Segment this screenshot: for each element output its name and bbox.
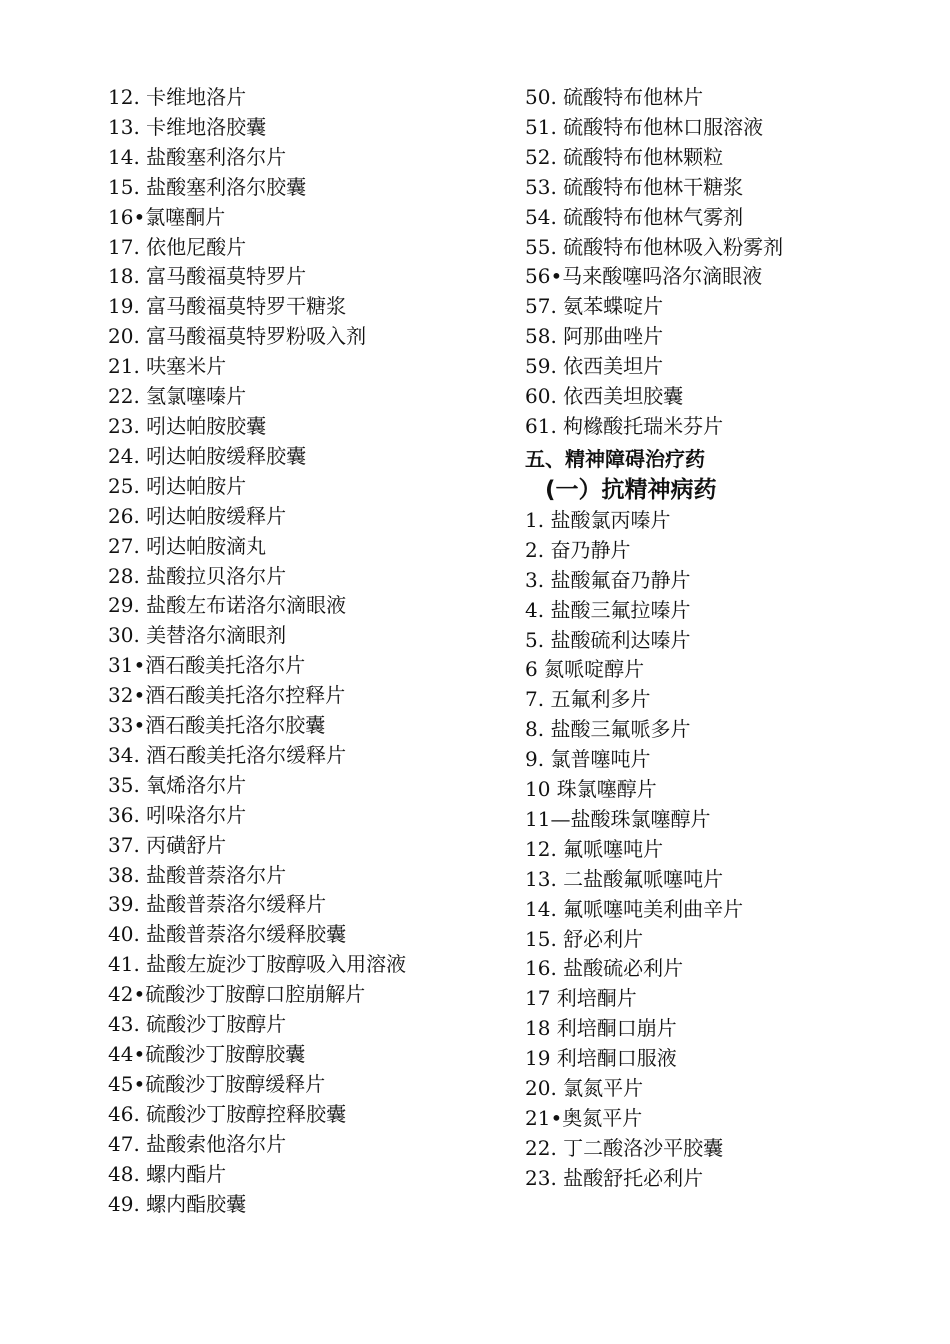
list-item: 41. 盐酸左旋沙丁胺醇吸入用溶液 — [108, 952, 407, 977]
list-item: 25. 吲达帕胺片 — [108, 473, 247, 498]
list-item: 43. 硫酸沙丁胺醇片 — [108, 1012, 287, 1037]
list-item: 48. 螺内酯片 — [108, 1161, 227, 1186]
list-item: 2. 奋乃静片 — [525, 537, 631, 562]
list-item: 27. 吲达帕胺滴丸 — [108, 533, 267, 558]
list-item: 20. 富马酸福莫特罗粉吸入剂 — [108, 324, 367, 349]
list-item: 30. 美替洛尔滴眼剂 — [108, 623, 287, 648]
list-item: 18. 富马酸福莫特罗片 — [108, 264, 307, 289]
list-item: 6 氮哌啶醇片 — [525, 657, 645, 682]
list-item: 14. 盐酸塞利洛尔片 — [108, 144, 287, 169]
left-column — [108, 83, 438, 1219]
list-item: 33•酒石酸美托洛尔胶囊 — [108, 713, 326, 738]
list-item: 50. 硫酸特布他林片 — [525, 85, 704, 109]
list-item: 5. 盐酸硫利达嗪片 — [525, 627, 691, 652]
right-column — [525, 83, 925, 1194]
list-item: 45•硫酸沙丁胺醇缓释片 — [108, 1071, 326, 1096]
list-item: 4. 盐酸三氟拉嗪片 — [525, 597, 691, 622]
section-heading: 五、精神障碍治疗药 — [525, 446, 705, 471]
list-item: 47. 盐酸索他洛尔片 — [108, 1131, 287, 1156]
list-item: 39. 盐酸普萘洛尔缓释片 — [108, 892, 327, 917]
list-item: 58. 阿那曲唑片 — [525, 324, 664, 349]
list-item: 37. 丙磺舒片 — [108, 832, 227, 857]
list-item: 42•硫酸沙丁胺醇口腔崩解片 — [108, 982, 366, 1007]
subsection-heading: (一）抗精神病药 — [545, 476, 717, 503]
list-item: 61. 枸橼酸托瑞米芬片 — [525, 413, 724, 438]
list-item: 52. 硫酸特布他林颗粒 — [525, 144, 724, 169]
list-item: 22. 丁二酸洛沙平胶囊 — [525, 1135, 724, 1160]
list-item: 28. 盐酸拉贝洛尔片 — [108, 563, 287, 588]
list-item: 13. 二盐酸氟哌噻吨片 — [525, 866, 724, 891]
list-item: 60. 依西美坦胶囊 — [525, 384, 684, 409]
list-item: 15. 盐酸塞利洛尔胶囊 — [108, 174, 307, 199]
list-item: 46. 硫酸沙丁胺醇控释胶囊 — [108, 1101, 347, 1126]
list-item: 22. 氢氯噻嗪片 — [108, 384, 247, 409]
list-item: 17 利培酮片 — [525, 986, 637, 1011]
list-item: 44•硫酸沙丁胺醇胶囊 — [108, 1042, 306, 1066]
list-item: 19 利培酮口服液 — [525, 1046, 677, 1071]
list-item: 53. 硫酸特布他林干糖浆 — [525, 174, 744, 199]
list-item: 59. 依西美坦片 — [525, 354, 664, 379]
list-item: 20. 氯氮平片 — [525, 1076, 644, 1101]
list-item: 16•氯噻酮片 — [108, 204, 226, 229]
list-item: 26. 吲达帕胺缓释片 — [108, 503, 287, 528]
list-item: 23. 盐酸舒托必利片 — [525, 1165, 704, 1190]
list-item: 36. 吲哚洛尔片 — [108, 802, 247, 827]
list-item: 17. 依他尼酸片 — [108, 234, 247, 259]
list-item: 9. 氯普噻吨片 — [525, 747, 651, 772]
list-item: 55. 硫酸特布他林吸入粉雾剂 — [525, 234, 784, 259]
list-item: 24. 吲达帕胺缓释胶囊 — [108, 443, 307, 468]
list-item: 12. 卡维地洛片 — [108, 85, 247, 109]
list-item: 34. 酒石酸美托洛尔缓释片 — [108, 742, 347, 767]
list-item: 16. 盐酸硫必利片 — [525, 956, 684, 981]
list-item: 57. 氨苯蝶啶片 — [525, 294, 664, 319]
list-item: 51. 硫酸特布他林口服溶液 — [525, 114, 764, 139]
list-item: 21•奥氮平片 — [525, 1106, 643, 1130]
list-item: 13. 卡维地洛胶囊 — [108, 114, 267, 139]
list-item: 29. 盐酸左布诺洛尔滴眼液 — [108, 593, 347, 618]
list-item: 18 利培酮口崩片 — [525, 1016, 677, 1041]
list-item: 12. 氟哌噻吨片 — [525, 836, 664, 861]
list-item: 32•酒石酸美托洛尔控释片 — [108, 683, 346, 708]
list-item: 11—盐酸珠氯噻醇片 — [525, 806, 711, 831]
list-item: 3. 盐酸氟奋乃静片 — [525, 567, 691, 592]
list-item: 1. 盐酸氯丙嗪片 — [525, 507, 671, 532]
list-item: 15. 舒必利片 — [525, 926, 644, 951]
list-item: 14. 氟哌噻吨美利曲辛片 — [525, 896, 744, 921]
list-item: 49. 螺内酯胶囊 — [108, 1191, 247, 1216]
list-item: 21. 呋塞米片 — [108, 354, 227, 379]
list-item: 7. 五氟利多片 — [525, 687, 651, 712]
list-item: 10 珠氯噻醇片 — [525, 777, 657, 802]
list-item: 35. 氧烯洛尔片 — [108, 772, 247, 797]
list-item: 31•酒石酸美托洛尔片 — [108, 653, 306, 678]
list-item: 8. 盐酸三氟哌多片 — [525, 717, 691, 742]
list-item: 40. 盐酸普萘洛尔缓释胶囊 — [108, 922, 347, 947]
list-item: 38. 盐酸普萘洛尔片 — [108, 862, 287, 887]
list-item: 54. 硫酸特布他林气雾剂 — [525, 204, 744, 229]
list-item: 56•马来酸噻吗洛尔滴眼液 — [525, 264, 763, 289]
list-item: 23. 吲达帕胺胶囊 — [108, 413, 267, 438]
list-item: 19. 富马酸福莫特罗干糖浆 — [108, 294, 347, 319]
